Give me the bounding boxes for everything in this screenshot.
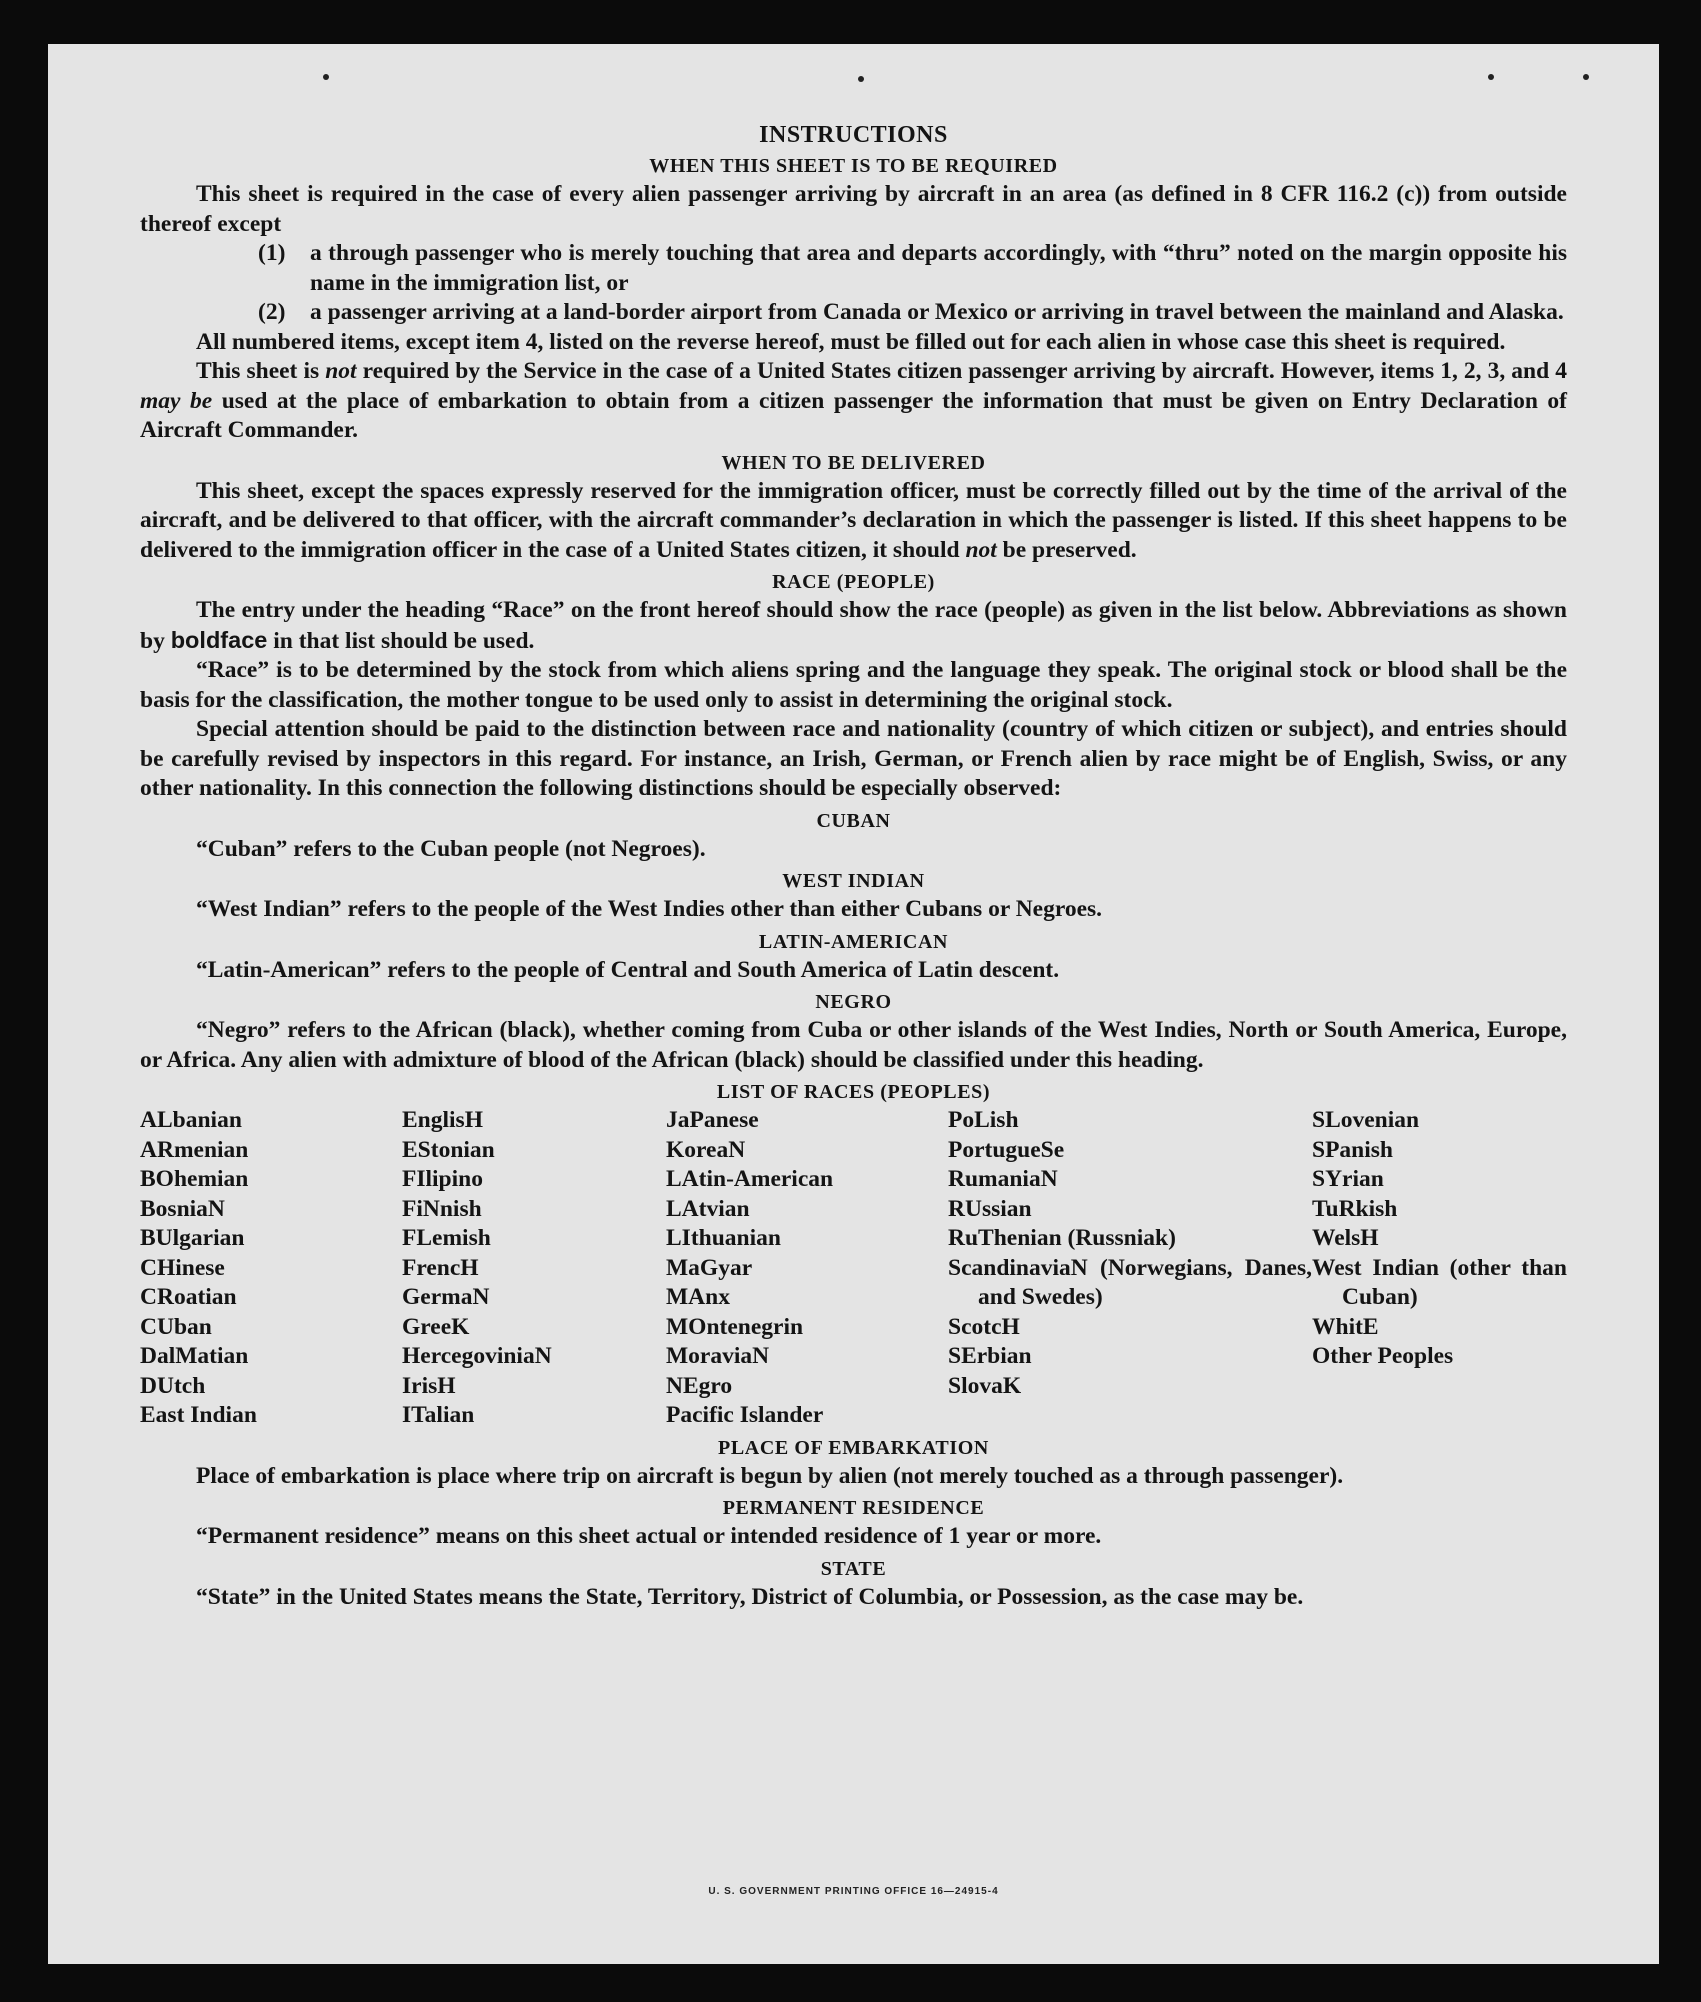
race-entry: SErbian [948, 1343, 1032, 1369]
race-entry: KoreaN [666, 1136, 746, 1163]
paragraph: Place of embarkation is place where trip on aircraft is begun by alien (not merely touched as a through passenger). [196, 1462, 1344, 1489]
race-entry: SLovenian [1312, 1107, 1420, 1133]
text-run: This sheet, except the spaces expressly reserved for the immigration officer, must be correctly filled out by the time of the arrival of the aircraft, and be delivered to that officer, with the aircraft commander’s declaration in which the passenger is listed. If this sheet happens to be delivered to the immigration officer in the case of a United States citizen, it should [140, 477, 1567, 563]
paragraph [140, 596, 1567, 656]
race-entry: ScotcH [948, 1313, 1020, 1340]
race-entry: West Indian (other than Cuban) [1312, 1254, 1567, 1310]
race-entry: LAtvian [666, 1195, 750, 1222]
races-column [140, 1106, 402, 1431]
boldface-text: boldface [170, 626, 268, 653]
race-entry: East Indian [140, 1402, 257, 1428]
race-entry: BOhemian [140, 1166, 249, 1192]
race-entry: CRoatian [140, 1284, 237, 1310]
race-entry: EnglisH [402, 1107, 483, 1133]
paragraph [140, 477, 1567, 566]
italic-text: not [325, 358, 357, 384]
race-entry: FiNnish [402, 1195, 482, 1222]
paragraph: Special attention should be paid to the distinction between race and nationality (country of which citizen or subject), and entries should be carefully revised by inspectors in this regard. For instance, an Irish, German, or French alien by race might be of English, Swiss, or any other nationality. In this connection the following distinctions should be especially observed: [140, 716, 1567, 801]
race-entry: TuRkish [1312, 1195, 1398, 1222]
dust-speck [1583, 74, 1589, 80]
paragraph: “Race” is to be determined by the stock from which aliens spring and the language they speak. The original stock or blood shall be the basis for the classification, the mother tongue to be used only to assist in determining the original stock. [140, 657, 1567, 713]
race-entry: DUtch [140, 1372, 206, 1399]
section-heading-west-indian: WEST INDIAN [782, 870, 925, 892]
race-entry: PoLish [948, 1107, 1019, 1133]
race-entry: WelsH [1312, 1225, 1379, 1251]
race-entry: JaPanese [666, 1107, 759, 1133]
race-entry: FrencH [402, 1254, 479, 1281]
dust-speck [858, 76, 864, 82]
dust-speck [323, 74, 329, 80]
race-entry: RumaniaN [948, 1166, 1058, 1192]
list-item-text: a passenger arriving at a land-border airport from Canada or Mexico or arriving in travel between the mainland and Alaska. [310, 299, 1564, 325]
section-heading-permanent-residence: PERMANENT RESIDENCE [722, 1497, 985, 1519]
race-entry: ScandinaviaN (Norwegians, Danes, and Swedes) [948, 1254, 1312, 1310]
paragraph: “Latin-American” refers to the people of Central and South America of Latin descent. [196, 956, 1060, 983]
paragraph: This sheet is required in the case of every alien passenger arriving by aircraft in an area (as defined in 8 CFR 116.2 (c)) from outside thereof except [140, 181, 1567, 237]
race-entry: GermaN [402, 1284, 490, 1310]
paragraph [140, 357, 1567, 446]
race-entry: RUssian [948, 1195, 1032, 1222]
italic-text: may be [140, 387, 213, 414]
race-entry: LAtin-American [666, 1166, 834, 1192]
race-entry: RuThenian (Russniak) [948, 1225, 1176, 1251]
text-run: used at the place of embarkation to obtain from a citizen passenger the information that must be given on Entry Declaration of Aircraft Commander. [140, 387, 1568, 443]
section-heading-when-required: WHEN THIS SHEET IS TO BE REQUIRED [649, 155, 1058, 177]
race-entry: SlovaK [948, 1372, 1022, 1399]
race-entry: FIlipino [402, 1166, 483, 1192]
document-sheet [48, 44, 1659, 1964]
races-column [1312, 1106, 1567, 1431]
text-run: be preserved. [996, 536, 1137, 563]
race-entry: PortugueSe [948, 1136, 1065, 1163]
section-heading-cuban: CUBAN [816, 809, 891, 832]
paragraph: All numbered items, except item 4, listed on the reverse hereof, must be filled out for each alien in whose case this sheet is required. [196, 328, 1506, 355]
section-heading-list-of-races: LIST OF RACES (PEOPLES) [716, 1081, 991, 1103]
section-heading-when-delivered: WHEN TO BE DELIVERED [721, 451, 986, 474]
races-column [666, 1106, 948, 1431]
text-run: required by the Service in the case of a United States citizen passenger arriving by aircraft. However, items 1, 2, 3, and 4 [356, 358, 1568, 384]
race-entry: CUban [140, 1313, 212, 1340]
race-entry: BosniaN [140, 1195, 225, 1222]
text-run: This sheet is [196, 358, 326, 384]
section-heading-negro: NEGRO [815, 991, 892, 1013]
race-entry: Pacific Islander [666, 1402, 824, 1428]
text-run: The entry under the heading “Race” on the front hereof should show the race (people) as given in the list below. Abbreviations as shown by [140, 597, 1567, 654]
text-run: in that list should be used. [267, 627, 535, 654]
list-item-number: (2) [258, 299, 286, 325]
race-entry: NEgro [666, 1372, 733, 1399]
section-heading-place-of-embarkation: PLACE OF EMBARKATION [718, 1436, 989, 1459]
race-entry: ALbanian [140, 1107, 242, 1133]
list-item-number: (1) [258, 240, 286, 266]
race-entry: SYrian [1312, 1166, 1384, 1192]
paragraph: “Cuban” refers to the Cuban people (not Negroes). [196, 835, 706, 862]
races-column [402, 1106, 666, 1431]
race-entry: Other Peoples [1312, 1343, 1454, 1369]
race-entry: MoraviaN [666, 1343, 770, 1369]
race-entry: GreeK [402, 1313, 470, 1340]
paragraph: “Permanent residence” means on this sheet actual or intended residence of 1 year or more. [196, 1523, 1102, 1549]
races-column [948, 1106, 1312, 1431]
printer-imprint: U. S. GOVERNMENT PRINTING OFFICE 16—24915-4 [708, 1886, 999, 1897]
section-heading-race: RACE (PEOPLE) [772, 571, 935, 593]
race-entry: ITalian [402, 1402, 475, 1428]
race-entry: MAnx [666, 1284, 730, 1310]
page-title: INSTRUCTIONS [759, 122, 948, 148]
race-entry: MOntenegrin [666, 1313, 804, 1340]
race-entry: HercegoviniaN [402, 1343, 552, 1369]
section-heading-state: STATE [820, 1557, 887, 1580]
list-item [258, 298, 1567, 328]
list-item [258, 239, 1567, 298]
race-entry: LIthuanian [666, 1225, 781, 1251]
list-item-text: a through passenger who is merely touching that area and departs accordingly, with “thru” noted on the margin opposite his name in the immigration list, or [310, 240, 1567, 296]
race-entry: IrisH [402, 1372, 456, 1399]
section-heading-latin-american: LATIN-AMERICAN [758, 930, 949, 953]
races-list [140, 1106, 1567, 1431]
dust-speck [1488, 74, 1494, 80]
race-entry: FLemish [402, 1225, 491, 1251]
paragraph: “State” in the United States means the State, Territory, District of Columbia, or Possession, as the case may be. [196, 1583, 1304, 1610]
race-entry: WhitE [1312, 1313, 1379, 1340]
race-entry: SPanish [1312, 1136, 1393, 1163]
race-entry: CHinese [140, 1254, 225, 1281]
race-entry: DalMatian [140, 1343, 249, 1369]
race-entry: BUlgarian [140, 1225, 245, 1251]
paragraph: “West Indian” refers to the people of the West Indies other than either Cubans or Negroes. [196, 896, 1103, 922]
race-entry: MaGyar [666, 1254, 753, 1281]
italic-text: not [965, 536, 997, 563]
race-entry: EStonian [402, 1136, 495, 1163]
paragraph: “Negro” refers to the African (black), whether coming from Cuba or other islands of the West Indies, North or South America, Europe, or Africa. Any alien with admixture of blood of the African (black) should be classified under this heading. [140, 1017, 1567, 1073]
race-entry: ARmenian [140, 1136, 249, 1163]
